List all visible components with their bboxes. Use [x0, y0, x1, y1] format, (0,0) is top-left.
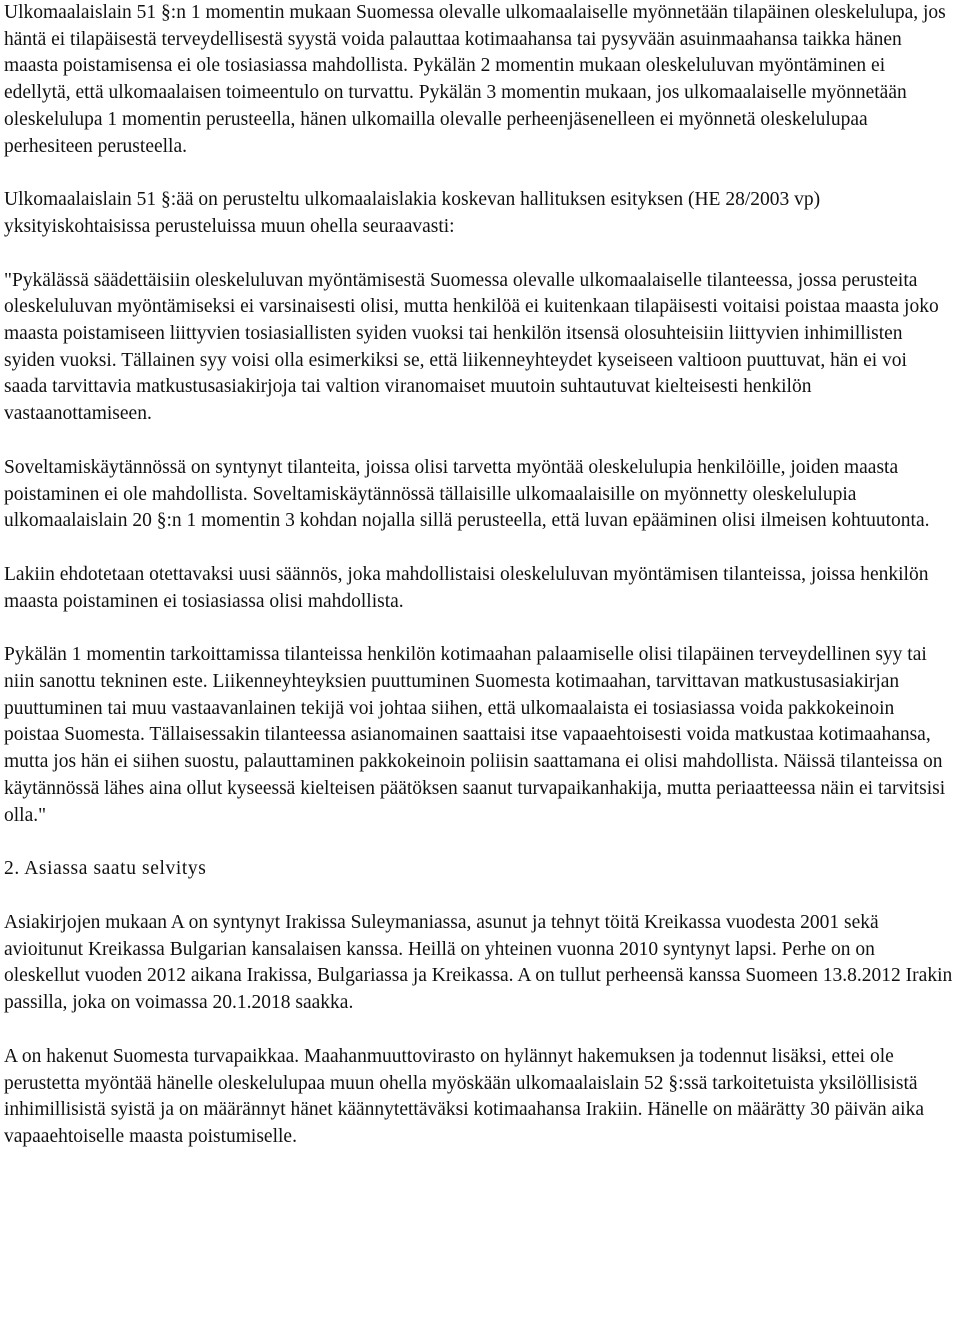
- paragraph-quote-1: "Pykälässä säädettäisiin oleskeluluvan myöntämisestä Suomessa olevalle ulkomaalaiselle tilanteessa, jossa perusteita oleskeluluvan myöntämiseksi ei varsinaisesti olisi, mutta henkilöä ei kuitenkaan tilapäisesti voitaisi poistaa maasta joko maasta poistamiseen liittyvien tosiasiallisten syiden vuoksi tai henkilön itsensä olosuhteisiin liittyvien inhimillisten syiden vuoksi. Tällainen syy voisi olla esimerkiksi se, että liikenneyhteydet kyseiseen valtioon puuttuvat, hän ei voi saada tarvittavia matkustusasiakirjoja tai valtion viranomaiset muutoin suhtautuvat kielteisesti henkilön vastaanottamiseen.: [4, 269, 939, 425]
- paragraph-quote-4: Pykälän 1 momentin tarkoittamissa tilanteissa henkilön kotimaahan palaamiselle olisi tilapäinen terveydellinen syy tai niin sanottu tekninen este. Liikenneyhteyksien puuttuminen Suomesta kotimaahan, tarvittavan matkustusasiakirjan puuttuminen tai muu vastaavanlainen tekijä voi johtaa siihen, että ulkomaalaista ei tosiasiassa voida pakkokeinoin poistaa Suomesta. Tällaisessakin tilanteessa asianomainen saattaisi itse vapaaehtoisesti voida matkustaa kotimaahansa, mutta jos hän ei siihen suostu, palauttaminen pakkokeinoin poliisin saattamana ei olisi mahdollista. Näissä tilanteissa on käytännössä lähes aina ollut kyseessä kielteisen päätöksen saanut turvapaikanhakija, mutta periaatteessa näin ei tarvitsisi olla.": [4, 644, 946, 826]
- paragraph-section-51-law: Ulkomaalaislain 51 §:n 1 momentin mukaan Suomessa olevalle ulkomaalaiselle myönnetään tilapäinen oleskelulupa, jos häntä ei tilapäisestä terveydellisestä syystä voida palauttaa kotimaahansa tai pysyvään asuinmaahansa taikka hänen maasta poistamisensa ei ole tosiasiassa mahdollista. Pykälän 2 momentin mukaan oleskeluluvan myöntäminen ei edellytä, että ulkomaalaisen toimeentulo on turvattu. Pykälän 3 momentin mukaan, jos ulkomaalaiselle myönnetään oleskelulupa 1 momentin perusteella, hänen ulkomailla olevalle perheenjäsenelleen ei myönnetä oleskelulupaa perhesiteen perusteella.: [4, 2, 946, 157]
- paragraph-evidence-2: A on hakenut Suomesta turvapaikkaa. Maahanmuuttovirasto on hylännyt hakemuksen ja todennut lisäksi, ettei ole perustetta myöntää hänelle oleskelulupaa muun ohella myöskään ulkomaalaislain 52 §:ssä tarkoitetuista yksilöllisistä inhimillisistä syistä ja on määrännyt hänet käännytettäväksi kotimaahansa Irakiin. Hänelle on määrätty 30 päivän aika vapaaehtoiselle maasta poistumiselle.: [4, 1045, 925, 1147]
- section-heading: 2. Asiassa saatu selvitys: [4, 858, 207, 880]
- paragraph-government-proposal-intro: Ulkomaalaislain 51 §:ää on perusteltu ulkomaalaislakia koskevan hallituksen esityksen (HE 28/2003 vp) yksityiskohtaisissa perusteluissa muun ohella seuraavasti:: [4, 189, 821, 237]
- paragraph-quote-2: Soveltamiskäytännössä on syntynyt tilanteita, joissa olisi tarvetta myöntää oleskelulupia henkilöille, joiden maasta poistaminen ei ole mahdollista. Soveltamiskäytännössä tällaisille ulkomaalaisille on myönnetty oleskelulupia ulkomaalaislain 20 §:n 1 momentin 3 kohdan nojalla sillä perusteella, että luvan epääminen olisi ilmeisen kohtuutonta.: [4, 456, 930, 532]
- document-page: [4, 0, 954, 1178]
- paragraph-evidence-1: Asiakirjojen mukaan A on syntynyt Irakissa Suleymaniassa, asunut ja tehnyt töitä Kreikassa vuodesta 2001 sekä avioitunut Kreikassa Bulgarian kansalaisen kanssa. Heillä on yhteinen vuonna 2010 syntynyt lapsi. Perhe on on oleskellut vuoden 2012 aikana Irakissa, Bulgariassa ja Kreikassa. A on tullut perheensä kanssa Suomeen 13.8.2012 Irakin passilla, joka on voimassa 20.1.2018 saakka.: [4, 911, 953, 1014]
- paragraph-quote-3: Lakiin ehdotetaan otettavaksi uusi säännös, joka mahdollistaisi oleskeluluvan myöntämisen tilanteissa, joissa henkilön maasta poistaminen ei tosiasiassa olisi mahdollista.: [4, 563, 929, 612]
